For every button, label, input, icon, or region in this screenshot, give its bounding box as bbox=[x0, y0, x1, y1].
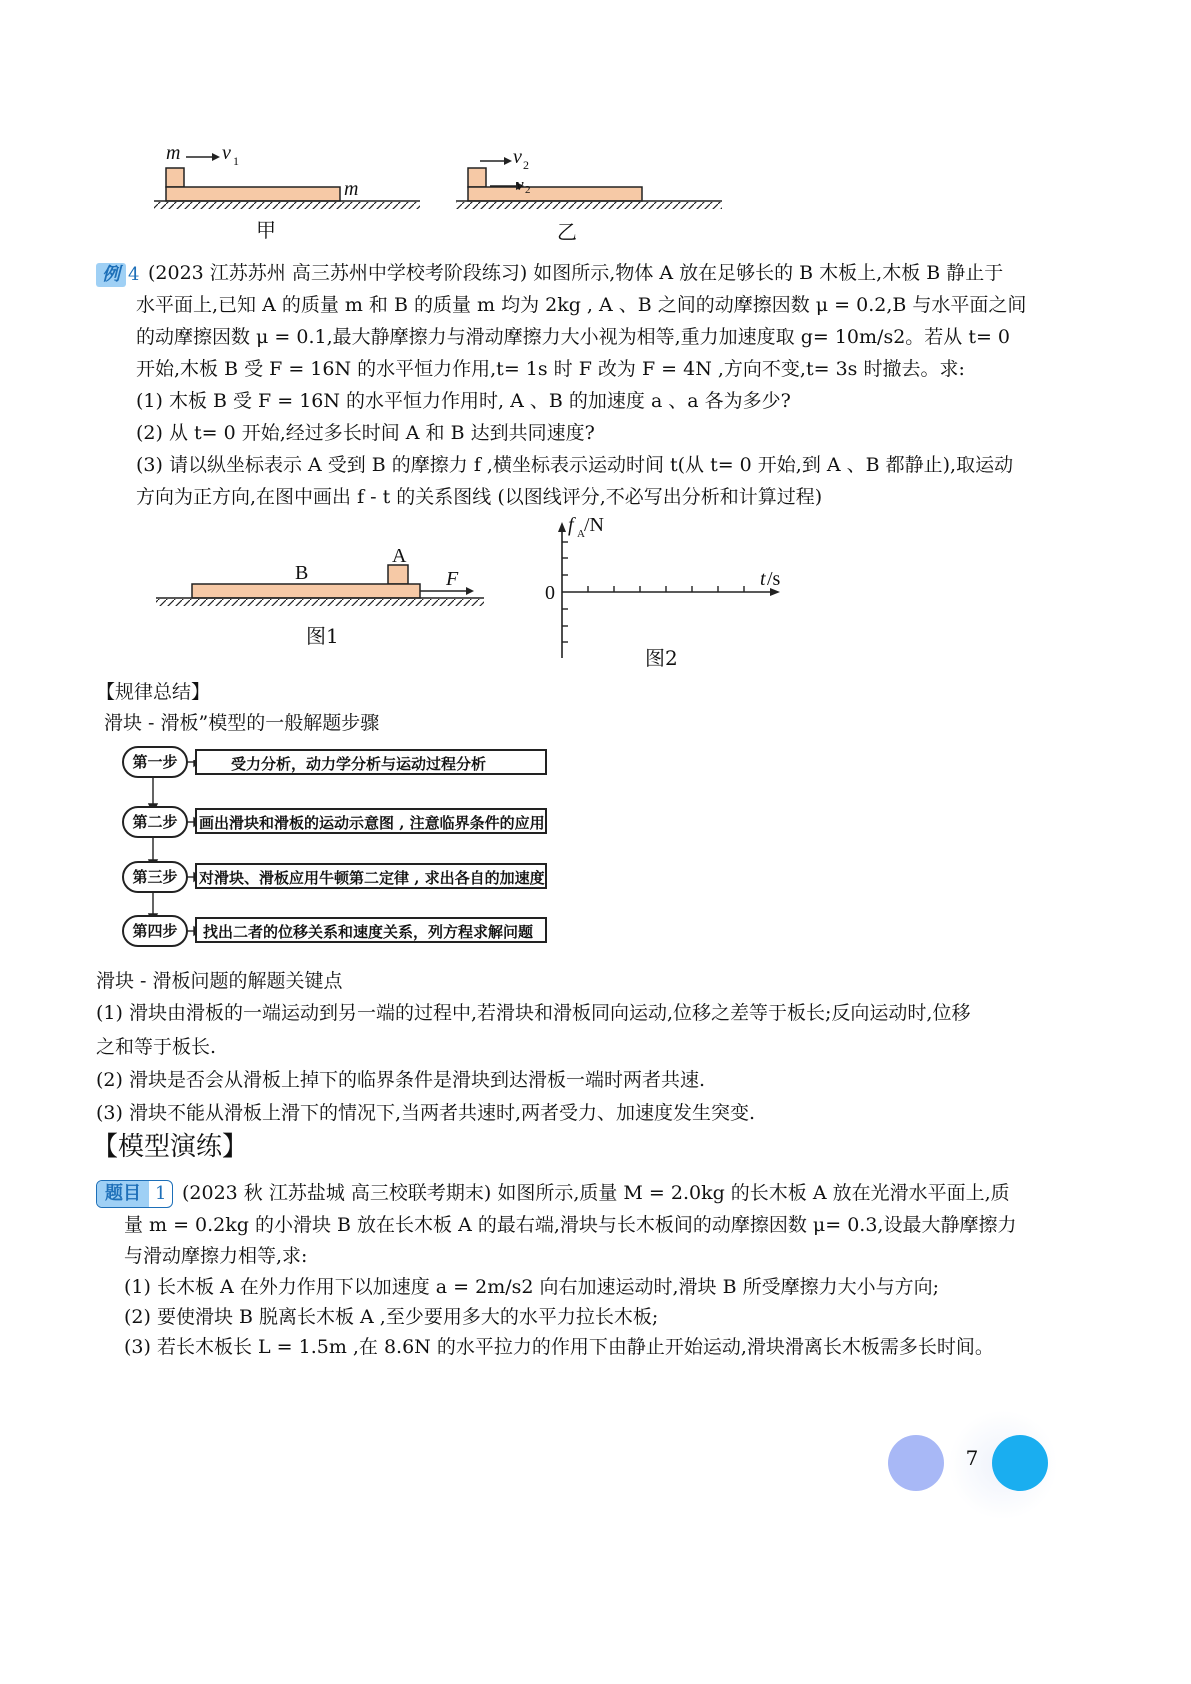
keypoints-title: 滑块 - 滑板问题的解题关键点 bbox=[96, 970, 343, 992]
example-line-1: (2023 江苏苏州 高三苏州中学校考阶段练习) 如图所示,物体 A 放在足够长的 B 木板上,木板 B 静止于 bbox=[148, 262, 1004, 284]
practice-question-3: (3) 若长木板长 L = 1.5m ,在 8.6N 的水平拉力的作用下由静止开始运动,滑块滑离长木板需多长时间。 bbox=[124, 1336, 994, 1358]
page-number: 7 bbox=[965, 1446, 979, 1470]
step-3-text: 对滑块、滑板应用牛顿第二定律 , 求出各自的加速度 bbox=[195, 863, 547, 889]
label-v2-bottom-sub: 2 bbox=[525, 184, 531, 196]
practice-badge: 题目 bbox=[97, 1181, 149, 1207]
keypoint-1: (1) 滑块由滑板的一端运动到另一端的过程中,若滑块和滑板同向运动,位移之差等于板长;反向运动时,位移 bbox=[96, 1002, 971, 1024]
example-question-1: (1) 木板 B 受 F = 16N 的水平恒力作用时, A 、B 的加速度 a 、a 各为多少? bbox=[136, 390, 791, 412]
figure-yi bbox=[456, 157, 722, 209]
caption-yi: 乙 bbox=[557, 220, 577, 244]
example-badge: 例 bbox=[96, 263, 126, 287]
label-m-board: m bbox=[344, 178, 359, 200]
page-circle-left bbox=[888, 1435, 944, 1491]
step-3-label: 第三步 bbox=[122, 861, 188, 893]
practice-line-3: 与滑动摩擦力相等,求: bbox=[124, 1245, 308, 1267]
summary-subheading: 滑块 - 滑板”模型的一般解题步骤 bbox=[104, 712, 380, 734]
practice-question-2: (2) 要使滑块 B 脱离长木板 A ,至少要用多大的水平力拉长木板; bbox=[124, 1306, 659, 1328]
step-2-text: 画出滑块和滑板的运动示意图 , 注意临界条件的应用 bbox=[195, 808, 547, 834]
example-line-4: 开始,木板 B 受 F = 16N 的水平恒力作用,t= 1s 时 F 改为 F = 4N ,方向不变,t= 3s 时撤去。求: bbox=[136, 358, 965, 380]
x-ticks bbox=[588, 586, 744, 592]
step-1-label: 第一步 bbox=[122, 746, 188, 778]
example-question-3-cont: 方向为正方向,在图中画出 f - t 的关系图线 (以图线评分,不必写出分析和计算过程) bbox=[136, 486, 823, 508]
page-circle-right bbox=[992, 1435, 1048, 1491]
keypoint-3: (3) 滑块不能从滑板上滑下的情况下,当两者共速时,两者受力、加速度发生突变. bbox=[96, 1102, 756, 1124]
axis-unit-s: /s bbox=[767, 568, 781, 590]
axis-label-f-sub: A bbox=[577, 528, 585, 540]
keypoint-2: (2) 滑块是否会从滑板上掉下的临界条件是滑块到达滑板一端时两者共速. bbox=[96, 1069, 705, 1091]
step-4-label: 第四步 bbox=[122, 915, 188, 947]
small-block bbox=[166, 168, 184, 187]
practice-question-1: (1) 长木板 A 在外力作用下以加速度 a = 2m/s2 向右加速运动时,滑块 B 所受摩擦力大小与方向; bbox=[124, 1276, 939, 1298]
label-v2-top: v bbox=[513, 146, 522, 168]
label-m: m bbox=[166, 142, 181, 164]
keypoint-1-cont: 之和等于板长. bbox=[96, 1036, 217, 1058]
practice-title-badge bbox=[96, 1180, 173, 1208]
label-b: B bbox=[295, 562, 309, 584]
example-line-2: 水平面上,已知 A 的质量 m 和 B 的质量 m 均为 2kg , A 、B 之间的动摩擦因数 μ = 0.2,B 与水平面之间 bbox=[136, 294, 1027, 316]
practice-heading: 【模型演练】 bbox=[92, 1132, 249, 1162]
figure-1 bbox=[150, 560, 490, 610]
axis-origin: 0 bbox=[545, 582, 555, 604]
practice-line-2: 量 m = 0.2kg 的小滑块 B 放在长木板 A 的最右端,滑块与长木板间的动摩擦因数 μ= 0.3,设最大静摩擦力 bbox=[124, 1214, 1017, 1236]
label-v2-top-sub: 2 bbox=[523, 158, 529, 172]
axis-label-f: f bbox=[568, 514, 574, 536]
small-block bbox=[468, 168, 486, 187]
step-4-text: 找出二者的位移关系和速度关系，列方程求解问题 bbox=[195, 917, 547, 943]
example-number: 4 bbox=[128, 264, 140, 285]
axis-label-t: t bbox=[760, 568, 766, 590]
step-1-text: 受力分析，动力学分析与运动过程分析 bbox=[195, 749, 547, 775]
summary-heading: 【规律总结】 bbox=[96, 681, 211, 703]
practice-line-1: (2023 秋 江苏盐城 高三校联考期末) 如图所示,质量 M = 2.0kg 的长木板 A 放在光滑水平面上,质 bbox=[182, 1182, 1010, 1204]
label-f: F bbox=[446, 568, 459, 590]
example-question-2: (2) 从 t= 0 开始,经过多长时间 A 和 B 达到共同速度? bbox=[136, 422, 595, 444]
board-b bbox=[192, 584, 420, 598]
caption-fig2: 图2 bbox=[645, 646, 678, 670]
example-question-3: (3) 请以纵坐标表示 A 受到 B 的摩擦力 f ,横坐标表示运动时间 t(从 t= 0 开始,到 A 、B 都静止),取运动 bbox=[136, 454, 1014, 476]
practice-number: 1 bbox=[155, 1183, 167, 1204]
label-a: A bbox=[392, 545, 407, 567]
caption-jia: 甲 bbox=[256, 218, 276, 242]
example-line-3: 的动摩擦因数 μ = 0.1,最大静摩擦力与滑动摩擦力大小视为相等,重力加速度取 g= 10m/s2。若从 t= 0 bbox=[136, 326, 1011, 348]
figure-jia bbox=[154, 153, 420, 209]
step-2-label: 第二步 bbox=[122, 806, 188, 838]
label-v1: v bbox=[222, 142, 231, 164]
label-v1-sub: 1 bbox=[233, 154, 239, 168]
caption-fig1: 图1 bbox=[306, 624, 339, 648]
axis-unit-n: /N bbox=[584, 514, 604, 536]
long-board bbox=[468, 187, 642, 201]
long-board bbox=[166, 187, 340, 201]
steps-connector bbox=[120, 760, 560, 940]
label-v2-bottom: v bbox=[516, 175, 524, 194]
